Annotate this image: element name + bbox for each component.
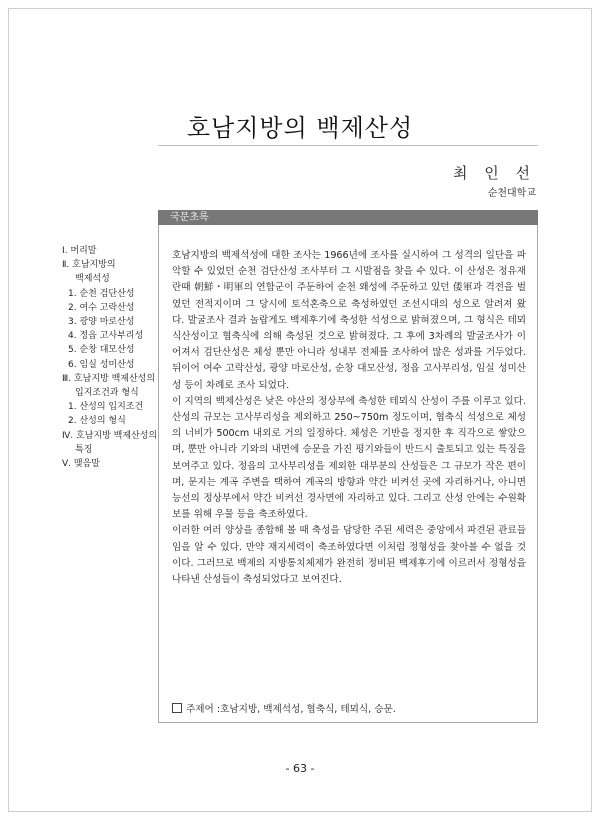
- toc-item: 백제석성: [75, 274, 110, 285]
- toc-item: 1. 순천 검단산성: [68, 288, 135, 299]
- toc-item: 4. 정읍 고사부리성: [68, 331, 144, 342]
- checkbox-square-icon: [172, 703, 182, 713]
- keywords-label: 주제어 :: [186, 704, 221, 715]
- author-affiliation: 순천대학교: [487, 188, 536, 199]
- toc-item: Ⅲ. 호남지방 백제산성의: [62, 373, 156, 384]
- keywords-list: 호남지방, 백제석성, 협축식, 테뫼식, 승문.: [220, 704, 396, 715]
- title-divider: [158, 145, 538, 146]
- abstract-paragraph: 이러한 여러 양상을 종합해 볼 때 축성을 담당한 주된 세력은 중앙에서 파견된 관료들임을 알 수 있다. 만약 재지세력이 축조하였다면 이처럼 정형성을 찾아볼 수 없을 것이다. 그러므로 백제의 지방통치체제가 완전히 정비된 백제후기에 이르러서 정형성을 나타낸 산성들이 축성되었다고 보여진다.: [172, 525, 526, 586]
- toc-item: 5. 순창 대모산성: [68, 345, 135, 356]
- page-number: - 63 -: [285, 762, 315, 775]
- toc-item: Ⅴ. 맺음말: [62, 459, 100, 470]
- abstract-paragraph: 이 지역의 백제산성은 낮은 야산의 정상부에 축성한 테뫼식 산성이 주를 이루고 있다. 산성의 규모는 고사부리성을 제외하고 250~750m 정도이며, 협축식 석성으로 체성의 너비가 500cm 내외로 거의 일정하다. 체성은 기반을 정지한 후 직각으로 쌓았으며, 뿐만 아니라 기와의 내면에 승문을 가진 평기와들이 반드시 출토되고 있는 특징을 보여주고 있다. 정읍의 고사부리성을 제외한 대부분의 산성들은 그 규모가 작은 편이며, 문지는 계곡 주변을 택하여 계곡의 방향과 약간 비켜선 곳에 자리하거나, 아니면 능선의 정상부에서 약간 비켜선 경사면에 자리하고 있다. 그리고 산성 안에는 수원확보를 위해 우물 등을 축조하였다.: [172, 395, 526, 521]
- toc-item: 2. 산성의 형식: [68, 416, 126, 427]
- paper-title: 호남지방의 백제산성: [186, 114, 414, 142]
- abstract-heading: 국문초록: [158, 210, 538, 225]
- toc-item: 2. 여수 고락산성: [68, 302, 135, 313]
- toc-item: Ⅱ. 호남지방의: [62, 260, 116, 271]
- abstract-body: [172, 248, 526, 588]
- abstract-paragraph: 호남지방의 백제석성에 대한 조사는 1966년에 조사를 실시하여 그 성격의 일단을 파악할 수 있었던 순천 검단산성 조사부터 그 시발점을 찾을 수 있다. 이 산성은 정유재란때 朝鮮・明軍의 연합군이 주둔하여 순천 왜성에 주둔하고 있던 倭軍과 격전을 벌였던 전적지이며 그 당시에 토석혼축으로 축성하였던 조선시대의 성으로 알려져 왔다. 발굴조사 결과 놀랍게도 백제후기에 축성한 석성으로 밝혀졌으며, 그 형식은 테뫼식산성이고 협축식에 의해 축성된 것으로 밝혀졌다. 그 후에 3차례의 발굴조사가 이어져서 검단산성은 체성 뿐만 아니라 성내부 전체를 조사하여 많은 성과를 거두었다. 뒤이어 여수 고락산성, 광양 마로산성, 순창 대모산성, 정읍 고사부리성, 임실 성미산성 등이 차례로 조사 되었다.: [172, 250, 526, 391]
- toc-item: 6. 임실 성미산성: [68, 359, 135, 370]
- toc-item: 특징: [75, 444, 93, 455]
- table-of-contents: [62, 244, 160, 471]
- toc-item: 3. 광양 마로산성: [68, 317, 135, 328]
- toc-item: 1. 산성의 입지조건: [68, 402, 144, 413]
- toc-item: Ⅳ. 호남지방 백제산성의: [62, 430, 158, 441]
- toc-item: 입지조건과 형식: [75, 388, 139, 399]
- toc-item: Ⅰ. 머리말: [62, 246, 97, 256]
- keywords-line: [172, 701, 396, 715]
- author-name: 최 인 선: [452, 164, 536, 182]
